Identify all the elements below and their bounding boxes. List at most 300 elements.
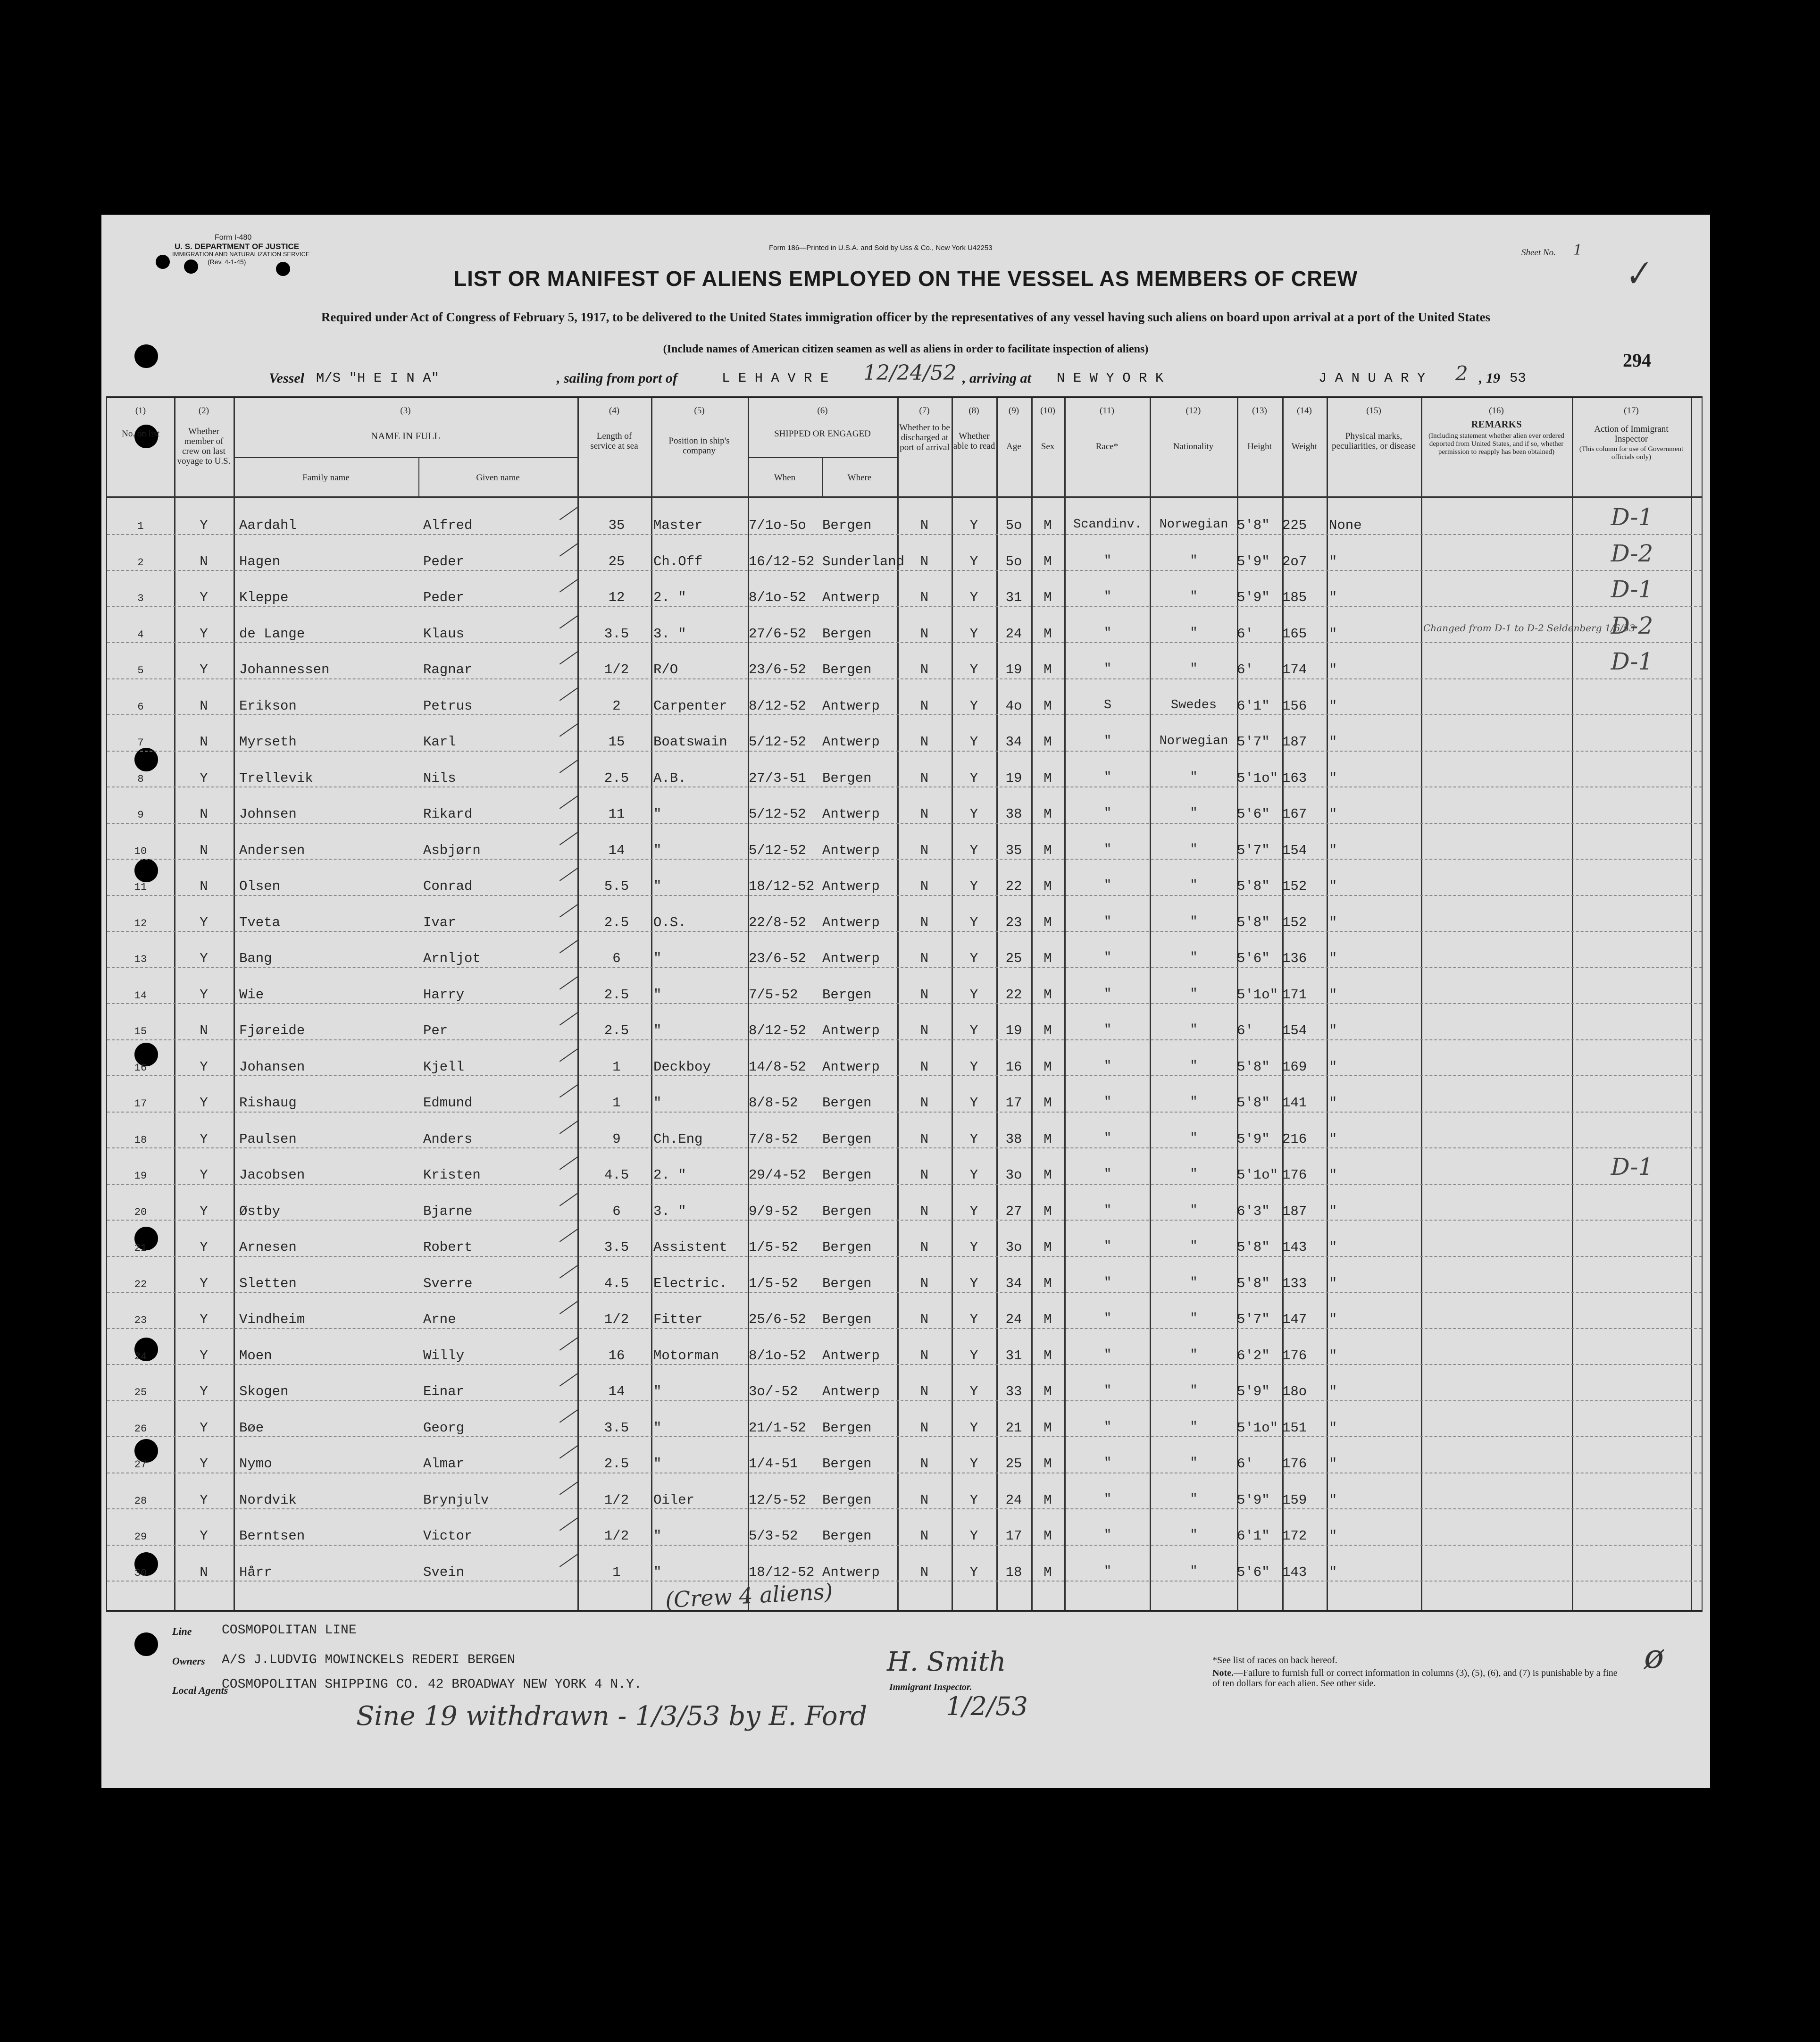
document-subtitle: Required under Act of Congress of February 5, 1917, to be delivered to the United States immigration officer by the representatives of any vessel having such aliens on board upon arrival at a port of the United States (321, 310, 1491, 324)
cell-height: 5'6" (1237, 1564, 1270, 1580)
cell-weight: 225 (1282, 518, 1307, 533)
initials-mark: ø (1644, 1637, 1664, 1676)
cell-discharged: N (920, 1492, 929, 1508)
cell-marks: " (1329, 1564, 1337, 1580)
cell-read: Y (969, 1203, 978, 1219)
cell-service: 3.5 (604, 1420, 629, 1436)
cell-when: 7/8-52 (749, 1131, 798, 1147)
cell-marks: " (1329, 734, 1337, 750)
cell-family: Johansen (239, 1059, 305, 1075)
cell-given: Asbjørn (423, 842, 481, 858)
cell-height: 5'6" (1237, 951, 1270, 966)
cell-where: Bergen (822, 1131, 872, 1147)
cell-race: " (1103, 662, 1112, 676)
cell-family: Jacobsen (239, 1167, 305, 1183)
cell-read: Y (969, 879, 978, 894)
col-header-no: No. on list (122, 429, 159, 439)
cell-discharged: N (920, 1312, 929, 1327)
cell-where: Bergen (822, 770, 872, 786)
cell-weight: 159 (1282, 1492, 1307, 1508)
cell-no: 5 (137, 665, 144, 677)
cell-race: " (1103, 553, 1112, 568)
cell-sex: M (1044, 590, 1052, 605)
cell-when: 25/6-52 (749, 1312, 806, 1327)
cell-read: Y (969, 770, 978, 786)
cell-service: 2.5 (604, 987, 629, 1003)
cell-age: 35 (1005, 842, 1022, 858)
cell-age: 22 (1005, 987, 1022, 1003)
cell-height: 5'8" (1237, 518, 1270, 533)
page-number: 294 (1623, 350, 1651, 371)
cell-age: 38 (1005, 806, 1022, 822)
cell-read: Y (969, 914, 978, 930)
cell-where: Bergen (822, 1528, 872, 1544)
arrival-day-handwritten: 2 (1455, 362, 1468, 385)
cell-discharged: N (920, 1456, 929, 1472)
cell-nationality: " (1190, 1131, 1198, 1146)
cell-given: Conrad (423, 879, 473, 894)
cell-sex: M (1044, 1564, 1052, 1580)
cell-when: 8/1o-52 (749, 590, 806, 605)
cell-age: 3o (1005, 1167, 1022, 1183)
cell-weight: 141 (1282, 1095, 1307, 1111)
cell-given: Victor (423, 1528, 473, 1544)
table-row (107, 1149, 1702, 1186)
cell-age: 34 (1005, 1275, 1022, 1291)
cell-prev: N (200, 698, 208, 714)
cell-given: Willy (423, 1347, 465, 1364)
cell-height: 5'7" (1237, 842, 1270, 858)
cell-age: 3o (1005, 1239, 1022, 1255)
cell-read: Y (969, 951, 978, 966)
cell-position: Boatswain (653, 734, 727, 750)
cell-when: 29/4-52 (749, 1167, 806, 1183)
cell-given: Kristen (423, 1167, 481, 1183)
cell-where: Antwerp (822, 951, 880, 966)
cell-marks: " (1329, 626, 1337, 642)
cell-sex: M (1044, 842, 1052, 858)
cell-weight: 147 (1282, 1312, 1307, 1327)
cell-sex: M (1044, 1312, 1052, 1327)
cell-given: Alfred (423, 518, 473, 533)
cell-race: " (1103, 951, 1112, 965)
cell-family: Nordvik (239, 1492, 297, 1508)
cell-discharged: N (920, 951, 929, 966)
cell-no: 16 (134, 1062, 147, 1074)
table-row (107, 788, 1702, 825)
col4-num: (4) (609, 406, 620, 416)
cell-service: 9 (612, 1131, 621, 1147)
cell-where: Antwerp (822, 698, 880, 714)
penalty-note: Note.—Failure to furnish full or correct information in columns (3), (5), (6), and (7) is punishable by a fine of ten dollars for each alien. See other side. (1212, 1668, 1618, 1689)
cell-position: A.B. (653, 770, 686, 786)
cell-position: Electric. (653, 1275, 727, 1291)
cell-discharged: N (920, 698, 929, 714)
col10-num: (10) (1040, 406, 1055, 416)
cell-sex: M (1044, 1528, 1052, 1544)
cell-service: 1 (612, 1059, 621, 1075)
cell-sex: M (1044, 951, 1052, 966)
cell-nationality: " (1190, 987, 1198, 1001)
col-header-position: Position in ship's company (668, 436, 730, 456)
cell-read: Y (969, 1131, 978, 1147)
cell-read: Y (969, 626, 978, 642)
cell-discharged: N (920, 1564, 929, 1580)
cell-family: Johannessen (239, 662, 330, 678)
cell-prev: Y (200, 1167, 208, 1183)
cell-sex: M (1044, 1384, 1052, 1399)
service: IMMIGRATION AND NATURALIZATION SERVICE (172, 251, 310, 258)
cell-prev: Y (200, 987, 208, 1003)
cell-service: 16 (608, 1347, 625, 1364)
cell-when: 3o/-52 (749, 1384, 798, 1399)
cell-age: 33 (1005, 1384, 1022, 1399)
cell-marks: " (1329, 1420, 1337, 1436)
crew-count-note: (Crew 4 aliens) (664, 1578, 834, 1613)
cell-prev: Y (200, 1492, 208, 1508)
cell-nationality: " (1190, 1384, 1198, 1398)
cell-sex: M (1044, 518, 1052, 533)
cell-no: 7 (137, 737, 144, 749)
cell-where: Antwerp (822, 590, 880, 605)
cell-service: 6 (612, 951, 621, 966)
cell-nationality: " (1190, 770, 1198, 785)
cell-family: Paulsen (239, 1131, 297, 1147)
table-row (107, 1438, 1702, 1474)
cell-family: Hagen (239, 553, 281, 569)
cell-read: Y (969, 1167, 978, 1183)
col16-num: (16) (1489, 406, 1504, 416)
cell-race: " (1103, 1131, 1112, 1146)
cell-where: Bergen (822, 1095, 872, 1111)
form-revision: (Rev. 4-1-45) (208, 258, 246, 266)
cell-no: 30 (134, 1567, 147, 1579)
cell-weight: 136 (1282, 951, 1307, 966)
cell-marks: " (1329, 1384, 1337, 1399)
cell-sex: M (1044, 914, 1052, 930)
cell-service: 11 (608, 806, 625, 822)
cell-read: Y (969, 1420, 978, 1436)
cell-no: 26 (134, 1423, 147, 1435)
cell-nationality: " (1190, 1420, 1198, 1434)
cell-service: 2 (612, 698, 621, 714)
cell-no: 25 (134, 1387, 147, 1398)
cell-marks: " (1329, 1347, 1337, 1364)
cell-nationality: " (1190, 914, 1198, 929)
cell-race: " (1103, 1167, 1112, 1181)
cell-service: 2.5 (604, 914, 629, 930)
cell-position: " (653, 842, 662, 858)
crew-table (106, 396, 1703, 1612)
cell-no: 17 (134, 1098, 147, 1110)
cell-age: 23 (1005, 914, 1022, 930)
table-row (107, 1330, 1702, 1366)
cell-weight: 133 (1282, 1275, 1307, 1291)
manifest-sheet (101, 215, 1710, 1788)
printer-line: Form 186—Printed in U.S.A. and Sold by Uss & Co., New York U42253 (769, 244, 993, 252)
cell-position: Carpenter (653, 698, 727, 714)
sheet-label: Sheet No. (1521, 248, 1556, 258)
cell-sex: M (1044, 806, 1052, 822)
cell-service: 3.5 (604, 1239, 629, 1255)
cell-given: Harry (423, 987, 465, 1003)
cell-discharged: N (920, 842, 929, 858)
cell-age: 25 (1005, 951, 1022, 966)
table-row (107, 1113, 1702, 1150)
cell-where: Bergen (822, 1167, 872, 1183)
cell-given: Petrus (423, 698, 473, 714)
col-header-given-name: Given name (476, 473, 520, 483)
cell-service: 1 (612, 1095, 621, 1111)
arrival-year: 53 (1510, 370, 1526, 386)
department: U. S. DEPARTMENT OF JUSTICE (175, 242, 300, 251)
cell-position: " (653, 1420, 662, 1436)
cell-prev: Y (200, 1131, 208, 1147)
cell-family: Fjøreide (239, 1023, 305, 1038)
cell-when: 21/1-52 (749, 1420, 806, 1436)
cell-height: 5'9" (1237, 1492, 1270, 1508)
cell-position: " (653, 1528, 662, 1544)
cell-position: " (653, 987, 662, 1003)
cell-read: Y (969, 1095, 978, 1111)
cell-family: Nymo (239, 1456, 272, 1472)
cell-race: " (1103, 1239, 1112, 1254)
cell-nationality: Swedes (1170, 698, 1217, 712)
cell-position: Ch.Off (653, 553, 703, 569)
cell-age: 24 (1005, 1492, 1022, 1508)
cell-weight: 176 (1282, 1167, 1307, 1183)
document-title: LIST OR MANIFEST OF ALIENS EMPLOYED ON THE VESSEL AS MEMBERS OF CREW (453, 267, 1358, 291)
cell-height: 6'1" (1237, 698, 1270, 714)
cell-position: Ch.Eng (653, 1131, 703, 1147)
cell-family: Wie (239, 987, 264, 1003)
cell-where: Antwerp (822, 842, 880, 858)
cell-given: Arnljot (423, 951, 481, 966)
cell-sex: M (1044, 1456, 1052, 1472)
cell-service: 4.5 (604, 1275, 629, 1291)
cell-when: 9/9-52 (749, 1203, 798, 1219)
cell-age: 19 (1005, 662, 1022, 678)
cell-age: 38 (1005, 1131, 1022, 1147)
cell-discharged: N (920, 914, 929, 930)
cell-prev: N (200, 553, 208, 569)
cell-position: " (653, 1023, 662, 1038)
cell-family: Sletten (239, 1275, 297, 1291)
cell-when: 1/5-52 (749, 1275, 798, 1291)
cell-read: Y (969, 1528, 978, 1544)
cell-family: Vindheim (239, 1312, 305, 1327)
col-header-when: When (774, 473, 796, 483)
table-row (107, 608, 1702, 644)
cell-service: 1/2 (604, 662, 629, 678)
cell-marks: " (1329, 879, 1337, 894)
cell-prev: Y (200, 626, 208, 642)
cell-prev: N (200, 734, 208, 750)
table-row (107, 1510, 1702, 1547)
cell-when: 27/3-51 (749, 770, 806, 786)
races-note: *See list of races on back hereof. (1212, 1655, 1337, 1665)
cell-marks: " (1329, 1275, 1337, 1291)
cell-race: " (1103, 1564, 1112, 1579)
cell-service: 2.5 (604, 1023, 629, 1038)
cell-prev: Y (200, 1456, 208, 1472)
cell-when: 23/6-52 (749, 951, 806, 966)
cell-no: 21 (134, 1242, 147, 1254)
cell-no: 12 (134, 917, 147, 929)
cell-where: Bergen (822, 662, 872, 678)
cell-position: " (653, 1456, 662, 1472)
cell-prev: N (200, 1023, 208, 1038)
cell-action: D-2 (1611, 611, 1653, 639)
cell-when: 18/12-52 (749, 879, 815, 894)
table-row (107, 572, 1702, 608)
cell-given: Robert (423, 1239, 473, 1255)
cell-position: Oiler (653, 1492, 695, 1508)
cell-prev: N (200, 879, 208, 894)
cell-sex: M (1044, 734, 1052, 750)
cell-service: 6 (612, 1203, 621, 1219)
cell-when: 5/12-52 (749, 806, 806, 822)
cell-prev: Y (200, 1528, 208, 1544)
cell-position: " (653, 879, 662, 894)
cell-when: 7/1o-5o (749, 518, 806, 533)
cell-read: Y (969, 842, 978, 858)
cell-prev: Y (200, 1059, 208, 1075)
col17-num: (17) (1624, 406, 1639, 416)
cell-position: " (653, 1095, 662, 1111)
cell-prev: Y (200, 1312, 208, 1327)
cell-prev: Y (200, 1239, 208, 1255)
cell-discharged: N (920, 1239, 929, 1255)
cell-given: Peder (423, 590, 465, 605)
cell-marks: " (1329, 842, 1337, 858)
cell-no: 27 (134, 1459, 147, 1471)
cell-family: Arnesen (239, 1239, 297, 1255)
cell-where: Bergen (822, 1275, 872, 1291)
form-number: Form I-480 (215, 234, 252, 242)
cell-position: " (653, 1564, 662, 1580)
table-row (107, 861, 1702, 897)
col-header-sex: Sex (1041, 442, 1055, 452)
cell-nationality: " (1190, 879, 1198, 893)
cell-service: 2.5 (604, 1456, 629, 1472)
cell-height: 5'8" (1237, 879, 1270, 894)
cell-nationality: " (1190, 1095, 1198, 1109)
table-row (107, 1474, 1702, 1511)
cell-prev: N (200, 806, 208, 822)
cell-sex: M (1044, 1023, 1052, 1038)
table-row (107, 933, 1702, 969)
cell-age: 25 (1005, 1456, 1022, 1472)
table-row (107, 753, 1702, 789)
cell-read: Y (969, 987, 978, 1003)
cell-position: 3. " (653, 1203, 686, 1219)
table-row (107, 1294, 1702, 1330)
cell-when: 8/8-52 (749, 1095, 798, 1111)
cell-given: Georg (423, 1420, 465, 1436)
cell-service: 4.5 (604, 1167, 629, 1183)
cell-given: Rikard (423, 806, 473, 822)
cell-read: Y (969, 1275, 978, 1291)
table-row (107, 1402, 1702, 1439)
cell-read: Y (969, 1384, 978, 1399)
col-header-remarks-note: (Including statement whether alien ever ordered deported from United States, and if so, whether permission to reapply has been obtained) (1428, 432, 1564, 456)
cell-given: Karl (423, 734, 456, 750)
cell-height: 5'1o" (1237, 1167, 1278, 1183)
cell-no: 6 (137, 701, 144, 713)
cell-position: " (653, 806, 662, 822)
table-row (107, 1366, 1702, 1402)
cell-nationality: " (1190, 1347, 1198, 1362)
table-row (107, 1547, 1702, 1583)
cell-nationality: " (1190, 1456, 1198, 1470)
cell-height: 5'7" (1237, 734, 1270, 750)
cell-weight: 176 (1282, 1347, 1307, 1364)
cell-weight: 169 (1282, 1059, 1307, 1075)
cell-marks: " (1329, 1239, 1337, 1255)
col-header-weight: Weight (1291, 442, 1318, 452)
cell-position: " (653, 1384, 662, 1399)
cell-race: " (1103, 1384, 1112, 1398)
cell-where: Bergen (822, 987, 872, 1003)
cell-no: 1 (137, 520, 144, 532)
cell-prev: Y (200, 1347, 208, 1364)
cell-nationality: " (1190, 1312, 1198, 1326)
table-row (107, 1258, 1702, 1294)
cell-given: Anders (423, 1131, 473, 1147)
cell-race: " (1103, 1456, 1112, 1470)
cell-given: Almar (423, 1456, 465, 1472)
cell-given: Sverre (423, 1275, 473, 1291)
cell-sex: M (1044, 1203, 1052, 1219)
cell-given: Klaus (423, 626, 465, 642)
cell-height: 6' (1237, 1023, 1253, 1038)
cell-sex: M (1044, 1347, 1052, 1364)
cell-remarks: Changed from D-1 to D-2 Seldenberg 1/6/53 (1423, 622, 1636, 634)
line-value: COSMOPOLITAN LINE (222, 1623, 357, 1638)
cell-action: D-1 (1611, 648, 1653, 675)
col11-num: (11) (1100, 406, 1114, 416)
handwritten-withdrawal-note: Sine 19 withdrawn - 1/3/53 by E. Ford (356, 1701, 868, 1732)
cell-sex: M (1044, 1239, 1052, 1255)
cell-read: Y (969, 1564, 978, 1580)
cell-action: D-1 (1611, 503, 1653, 531)
cell-height: 5'1o" (1237, 770, 1278, 786)
cell-weight: 176 (1282, 1456, 1307, 1472)
arrival-port: N E W Y O R K (1057, 370, 1164, 386)
cell-height: 5'7" (1237, 1312, 1270, 1327)
cell-service: 35 (608, 518, 625, 533)
cell-nationality: " (1190, 951, 1198, 965)
col-header-height: Height (1247, 442, 1272, 452)
cell-height: 6'2" (1237, 1347, 1270, 1364)
cell-height: 5'1o" (1237, 987, 1278, 1003)
col15-num: (15) (1366, 406, 1381, 416)
cell-no: 4 (137, 628, 144, 641)
cell-weight: 152 (1282, 879, 1307, 894)
cell-race: " (1103, 1095, 1112, 1109)
binder-hole (134, 1632, 158, 1656)
cell-family: Olsen (239, 879, 281, 894)
cell-given: Nils (423, 770, 456, 786)
cell-given: Brynjulv (423, 1492, 489, 1508)
cell-marks: " (1329, 1095, 1337, 1111)
cell-nationality: " (1190, 1059, 1198, 1073)
col12-num: (12) (1186, 406, 1201, 416)
cell-when: 8/1o-52 (749, 1347, 806, 1364)
cell-nationality: " (1190, 553, 1198, 568)
cell-when: 27/6-52 (749, 626, 806, 642)
